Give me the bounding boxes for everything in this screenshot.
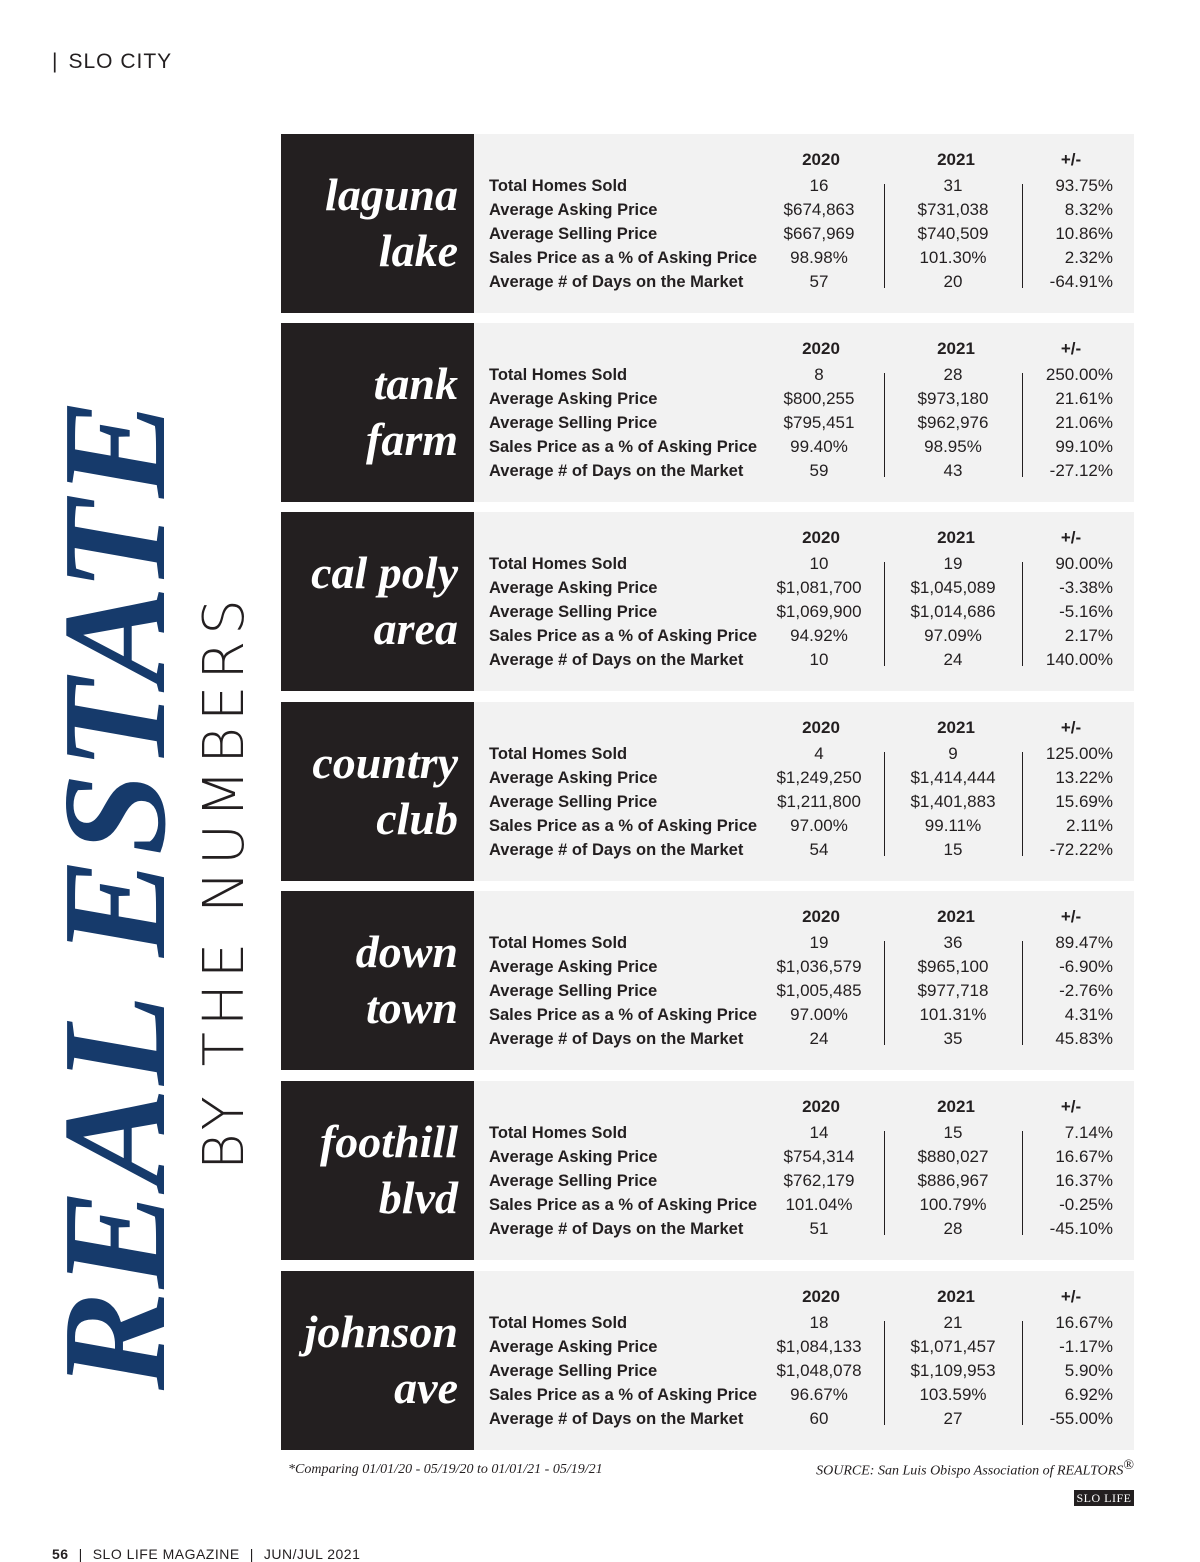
value-column-diff: [1003, 1311, 1113, 1431]
column-header: +/-: [1060, 1287, 1082, 1306]
stat-value: 9: [948, 744, 958, 763]
stat-value: $973,180: [917, 389, 989, 408]
stat-value: 28: [943, 1219, 963, 1238]
row-label: Average Asking Price: [489, 201, 658, 219]
column-header: 2020: [802, 907, 840, 926]
row-label: Average Selling Price: [489, 225, 658, 243]
column-divider: [884, 1321, 885, 1425]
footer-divider: |: [249, 1546, 254, 1562]
area-name-line: ave: [394, 1362, 458, 1413]
value-column-y2020: [764, 552, 874, 672]
stat-value: $962,976: [917, 413, 989, 432]
row-labels: [489, 742, 757, 862]
stat-value: $965,100: [917, 957, 989, 976]
column-header: 2020: [802, 150, 840, 169]
value-column-diff: [1003, 931, 1113, 1051]
column-header: 2021: [937, 1097, 975, 1116]
slo-life-logo: SLO LIFE: [1074, 1490, 1134, 1506]
stat-value: -0.25%: [1059, 1195, 1113, 1214]
stat-value: 10.86%: [1055, 224, 1113, 243]
stat-value: 27: [943, 1409, 963, 1428]
row-label: Average Selling Price: [489, 982, 658, 1000]
area-name-box: [281, 134, 474, 313]
stat-value: 97.00%: [790, 1005, 848, 1024]
column-divider: [1022, 1321, 1023, 1425]
stat-value: 54: [809, 840, 829, 859]
stat-value: 16.67%: [1055, 1313, 1113, 1332]
row-label: Sales Price as a % of Asking Price: [489, 627, 758, 645]
row-labels: [489, 1121, 757, 1241]
stat-value: 99.40%: [790, 437, 848, 456]
row-label: Average # of Days on the Market: [489, 273, 744, 291]
row-label: Average Asking Price: [489, 390, 658, 408]
area-name-line: cal poly: [311, 547, 458, 598]
page-title: REAL ESTATE: [33, 396, 197, 1390]
stat-value: 101.30%: [919, 248, 987, 267]
stat-value: 60: [809, 1409, 829, 1428]
area-block: [281, 323, 1134, 502]
stat-value: -64.91%: [1049, 272, 1113, 291]
stat-value: 125.00%: [1045, 744, 1113, 763]
value-column-diff: [1003, 1121, 1113, 1241]
column-header: 2020: [802, 1287, 840, 1306]
area-name-line: lake: [378, 225, 458, 276]
column-header: 2021: [937, 339, 975, 358]
area-block: [281, 891, 1134, 1070]
registered-mark: ®: [1123, 1458, 1134, 1473]
area-name-box: [281, 1271, 474, 1450]
row-label: Average Selling Price: [489, 793, 658, 811]
row-label: Average # of Days on the Market: [489, 462, 744, 480]
column-header: 2020: [802, 528, 840, 547]
row-label: Average Selling Price: [489, 603, 658, 621]
stat-value: $667,969: [783, 224, 855, 243]
area-name-line: club: [376, 793, 458, 844]
area-name-line: farm: [366, 414, 458, 465]
row-label: Average Asking Price: [489, 1338, 658, 1356]
row-label: Sales Price as a % of Asking Price: [489, 1386, 758, 1404]
footnote: *Comparing 01/01/20 - 05/19/20 to 01/01/21 - 05/19/21: [288, 1462, 603, 1477]
row-label: Sales Price as a % of Asking Price: [489, 1196, 758, 1214]
column-header: +/-: [1060, 1097, 1082, 1116]
column-divider: [884, 373, 885, 477]
stat-value: 21.61%: [1055, 389, 1113, 408]
row-label: Sales Price as a % of Asking Price: [489, 249, 758, 267]
stat-value: 28: [943, 365, 963, 384]
stat-value: $1,069,900: [776, 602, 862, 621]
row-label: Sales Price as a % of Asking Price: [489, 817, 758, 835]
stat-value: -6.90%: [1059, 957, 1113, 976]
row-label: Average Asking Price: [489, 1148, 658, 1166]
row-label: Average # of Days on the Market: [489, 1220, 744, 1238]
value-column-y2020: [764, 931, 874, 1051]
stat-value: 101.31%: [919, 1005, 987, 1024]
row-label: Sales Price as a % of Asking Price: [489, 438, 758, 456]
value-column-y2021: [898, 931, 1008, 1051]
stat-value: 103.59%: [919, 1385, 987, 1404]
column-header: 2020: [802, 1097, 840, 1116]
row-label: Average Selling Price: [489, 414, 658, 432]
page-subtitle: BY THE NUMBERS: [192, 593, 257, 1170]
page-footer: [52, 1546, 360, 1562]
area-block: [281, 1081, 1134, 1260]
row-labels: [489, 1311, 757, 1431]
row-labels: [489, 363, 757, 483]
column-header: 2021: [937, 1287, 975, 1306]
value-column-diff: [1003, 742, 1113, 862]
stat-value: -2.76%: [1059, 981, 1113, 1000]
stat-value: $731,038: [917, 200, 989, 219]
row-label: Total Homes Sold: [489, 177, 628, 195]
stat-value: $1,084,133: [776, 1337, 862, 1356]
area-name-line: area: [373, 603, 458, 654]
value-column-y2021: [898, 1121, 1008, 1241]
stat-value: 90.00%: [1055, 554, 1113, 573]
stat-value: 99.10%: [1055, 437, 1113, 456]
stat-value: 21: [943, 1313, 963, 1332]
stat-value: $740,509: [917, 224, 989, 243]
stat-value: 101.04%: [785, 1195, 853, 1214]
stat-value: $762,179: [783, 1171, 855, 1190]
stat-value: -55.00%: [1049, 1409, 1113, 1428]
stat-value: $1,071,457: [910, 1337, 996, 1356]
column-header: +/-: [1060, 718, 1082, 737]
row-label: Total Homes Sold: [489, 1314, 628, 1332]
stat-value: 24: [809, 1029, 829, 1048]
stat-value: 8.32%: [1064, 200, 1113, 219]
stat-value: 15: [943, 840, 963, 859]
stat-value: 13.22%: [1055, 768, 1113, 787]
stat-value: 8: [814, 365, 824, 384]
value-column-y2020: [764, 174, 874, 294]
stat-value: $1,045,089: [910, 578, 996, 597]
column-divider: [884, 941, 885, 1045]
page-number: 56: [52, 1546, 69, 1562]
area-block: [281, 134, 1134, 313]
stat-value: $754,314: [783, 1147, 855, 1166]
stat-value: 4: [814, 744, 824, 763]
stat-value: 20: [943, 272, 963, 291]
stat-value: 51: [809, 1219, 829, 1238]
stat-value: $977,718: [917, 981, 989, 1000]
stat-value: 5.90%: [1064, 1361, 1113, 1380]
stat-value: -45.10%: [1049, 1219, 1113, 1238]
row-label: Sales Price as a % of Asking Price: [489, 1006, 758, 1024]
row-label: Total Homes Sold: [489, 745, 628, 763]
area-name-line: foothill: [319, 1116, 458, 1167]
stat-value: $674,863: [783, 200, 855, 219]
stat-value: $1,109,953: [910, 1361, 996, 1380]
area-block: [281, 512, 1134, 691]
area-name-box: [281, 891, 474, 1070]
stat-value: 43: [943, 461, 963, 480]
value-column-diff: [1003, 552, 1113, 672]
row-label: Total Homes Sold: [489, 1124, 628, 1142]
stat-value: 15.69%: [1055, 792, 1113, 811]
stat-value: 140.00%: [1045, 650, 1113, 669]
stat-value: 7.14%: [1064, 1123, 1113, 1142]
column-header: 2020: [802, 339, 840, 358]
column-header: 2021: [937, 150, 975, 169]
stat-value: 15: [943, 1123, 963, 1142]
row-label: Average Asking Price: [489, 958, 658, 976]
stat-value: $795,451: [783, 413, 855, 432]
area-name-line: country: [312, 737, 458, 788]
column-divider: [1022, 562, 1023, 666]
stat-value: 36: [943, 933, 963, 952]
row-labels: [489, 552, 757, 672]
value-column-y2020: [764, 1121, 874, 1241]
stat-value: 93.75%: [1055, 176, 1113, 195]
magazine-name: SLO LIFE MAGAZINE: [92, 1546, 240, 1562]
value-column-diff: [1003, 174, 1113, 294]
column-divider: [884, 184, 885, 288]
area-name-line: johnson: [304, 1306, 458, 1357]
stat-value: -3.38%: [1059, 578, 1113, 597]
stat-value: 94.92%: [790, 626, 848, 645]
column-header: 2020: [802, 718, 840, 737]
stat-value: 21.06%: [1055, 413, 1113, 432]
stat-value: 250.00%: [1045, 365, 1113, 384]
stat-value: 16.37%: [1055, 1171, 1113, 1190]
stat-value: 10: [809, 554, 829, 573]
header-divider: |: [52, 50, 59, 73]
stat-value: 45.83%: [1055, 1029, 1113, 1048]
stat-value: 100.79%: [919, 1195, 987, 1214]
source-credit: [816, 1458, 1134, 1480]
column-divider: [1022, 941, 1023, 1045]
stat-value: 59: [809, 461, 829, 480]
stat-value: 24: [943, 650, 963, 669]
stat-value: 16: [809, 176, 829, 195]
stat-value: $1,401,883: [910, 792, 996, 811]
stat-value: 18: [809, 1313, 829, 1332]
column-header: 2021: [937, 718, 975, 737]
section-title: SLO CITY: [68, 50, 173, 73]
column-header: +/-: [1060, 150, 1082, 169]
stat-value: $1,414,444: [910, 768, 996, 787]
column-header: 2021: [937, 528, 975, 547]
value-column-y2021: [898, 742, 1008, 862]
stat-value: 96.67%: [790, 1385, 848, 1404]
stat-value: 19: [809, 933, 829, 952]
stat-value: $880,027: [917, 1147, 989, 1166]
area-name-box: [281, 702, 474, 881]
row-labels: [489, 174, 757, 294]
stat-value: 10: [809, 650, 829, 669]
section-header: [52, 50, 172, 74]
row-label: Average Selling Price: [489, 1172, 658, 1190]
value-column-y2020: [764, 742, 874, 862]
area-name-line: laguna: [325, 169, 458, 220]
source-text: SOURCE: San Luis Obispo Association of REALTORS: [816, 1463, 1124, 1479]
issue-date: JUN/JUL 2021: [263, 1546, 361, 1562]
column-header: +/-: [1060, 907, 1082, 926]
footer-divider: |: [78, 1546, 83, 1562]
stat-value: $1,048,078: [776, 1361, 862, 1380]
area-name-line: blvd: [378, 1172, 458, 1223]
stat-value: 97.00%: [790, 816, 848, 835]
value-column-diff: [1003, 363, 1113, 483]
stat-value: 31: [943, 176, 963, 195]
row-label: Average Asking Price: [489, 769, 658, 787]
stat-value: 2.32%: [1064, 248, 1113, 267]
value-column-y2021: [898, 174, 1008, 294]
area-name-box: [281, 1081, 474, 1260]
row-label: Average # of Days on the Market: [489, 1410, 744, 1428]
stat-value: 98.95%: [924, 437, 982, 456]
stat-value: 97.09%: [924, 626, 982, 645]
column-divider: [884, 752, 885, 856]
stat-value: 99.11%: [924, 816, 982, 835]
row-label: Average Asking Price: [489, 579, 658, 597]
area-name-box: [281, 512, 474, 691]
stat-value: $1,005,485: [776, 981, 862, 1000]
column-header: 2021: [937, 907, 975, 926]
area-block: [281, 1271, 1134, 1450]
row-label: Average # of Days on the Market: [489, 1030, 744, 1048]
column-divider: [1022, 1131, 1023, 1235]
row-label: Total Homes Sold: [489, 934, 628, 952]
stat-value: 19: [943, 554, 963, 573]
stat-value: $1,249,250: [776, 768, 862, 787]
area-block: [281, 702, 1134, 881]
stat-value: 57: [809, 272, 829, 291]
row-label: Average # of Days on the Market: [489, 841, 744, 859]
column-divider: [1022, 184, 1023, 288]
value-column-y2021: [898, 552, 1008, 672]
stat-value: -72.22%: [1049, 840, 1113, 859]
column-divider: [1022, 373, 1023, 477]
row-label: Average # of Days on the Market: [489, 651, 744, 669]
stat-value: -27.12%: [1049, 461, 1113, 480]
stat-value: $886,967: [917, 1171, 989, 1190]
stat-value: $1,211,800: [777, 792, 861, 811]
value-column-y2020: [764, 363, 874, 483]
stat-value: -5.16%: [1059, 602, 1113, 621]
stat-value: $1,014,686: [910, 602, 996, 621]
stat-value: 6.92%: [1064, 1385, 1113, 1404]
stat-value: $800,255: [783, 389, 855, 408]
area-name-line: town: [365, 982, 458, 1033]
column-divider: [884, 562, 885, 666]
value-column-y2021: [898, 1311, 1008, 1431]
stat-value: 4.31%: [1064, 1005, 1113, 1024]
area-name-line: down: [355, 926, 458, 977]
column-header: +/-: [1060, 339, 1082, 358]
stat-value: 89.47%: [1055, 933, 1113, 952]
stat-value: 35: [943, 1029, 963, 1048]
column-header: +/-: [1060, 528, 1082, 547]
value-column-y2021: [898, 363, 1008, 483]
column-divider: [1022, 752, 1023, 856]
row-labels: [489, 931, 757, 1051]
stat-value: 2.17%: [1064, 626, 1113, 645]
stat-value: 16.67%: [1055, 1147, 1113, 1166]
column-divider: [884, 1131, 885, 1235]
stat-value: $1,036,579: [776, 957, 862, 976]
row-label: Average Selling Price: [489, 1362, 658, 1380]
stat-value: -1.17%: [1059, 1337, 1113, 1356]
row-label: Total Homes Sold: [489, 366, 628, 384]
stat-value: $1,081,700: [776, 578, 862, 597]
area-name-line: tank: [373, 358, 458, 409]
area-name-box: [281, 323, 474, 502]
stat-value: 14: [809, 1123, 829, 1142]
stat-value: 2.11%: [1066, 816, 1113, 835]
row-label: Total Homes Sold: [489, 555, 628, 573]
stat-value: 98.98%: [790, 248, 848, 267]
value-column-y2020: [764, 1311, 874, 1431]
